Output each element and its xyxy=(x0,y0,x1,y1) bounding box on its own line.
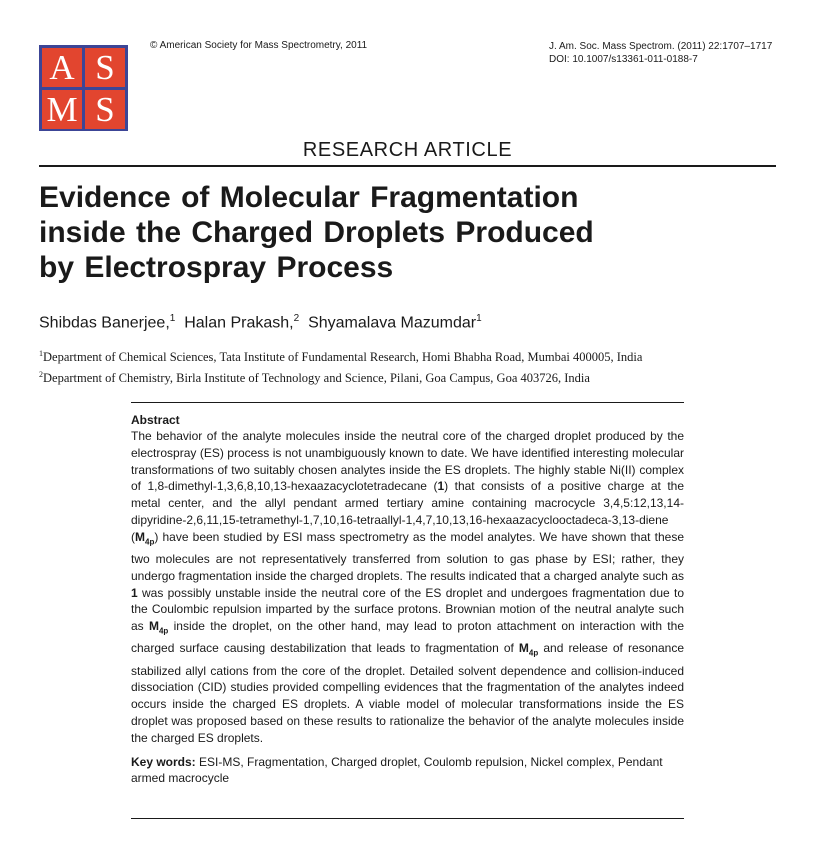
journal-info xyxy=(549,40,772,66)
affiliation-text: Department of Chemistry, Birla Institute of Technology and Science, Pilani, Goa Campus, Goa 403726, India xyxy=(43,371,590,386)
logo-letter: S xyxy=(85,90,125,129)
compound-label-letter: M xyxy=(148,619,159,634)
abstract-section xyxy=(131,412,684,787)
keywords-text: ESI-MS, Fragmentation, Charged droplet, Coulomb repulsion, Nickel complex, Pendant armed macrocycle xyxy=(131,754,663,786)
author-affiliation-mark: 1 xyxy=(476,313,482,324)
abstract-text: ) have been studied by ESI mass spectrometry as the model analytes. We have shown that these two molecules are not representatively transferred from solution to gas phase by ESI; rather, they undergo fragmentation inside the charged droplets. The results indicated that a charged analyte such as xyxy=(131,529,684,583)
keywords-label: Key words: xyxy=(131,754,196,769)
abstract-text: inside the droplet, on the other hand, may lead to proton attachment on interaction with the charged surface causing destabilization that leads to fragmentation of xyxy=(131,619,684,656)
abstract-bottom-rule xyxy=(131,818,684,819)
affiliation-mark: 2 xyxy=(39,370,43,380)
affiliation xyxy=(39,345,642,366)
compound-label-subscript: 4p xyxy=(145,537,155,547)
copyright-notice: © American Society for Mass Spectrometry, 2011 xyxy=(150,40,368,51)
logo-letter: A xyxy=(42,48,82,87)
compound-label xyxy=(148,619,169,636)
journal-citation: J. Am. Soc. Mass Spectrom. (2011) 22:1707–1717 xyxy=(549,41,773,52)
logo-letter: S xyxy=(85,48,125,87)
author-list xyxy=(39,313,482,332)
author-affiliation-mark: 2 xyxy=(293,313,300,324)
author-affiliation-mark: 1 xyxy=(169,313,176,324)
compound-label-letter: M xyxy=(518,641,529,656)
affiliations xyxy=(39,345,642,387)
compound-label: 1 xyxy=(437,479,445,494)
asms-logo xyxy=(39,45,128,131)
doi: DOI: 10.1007/s13361-011-0188-7 xyxy=(549,54,698,65)
title-line: by Electrospray Process xyxy=(39,251,394,284)
abstract-body xyxy=(131,428,684,747)
abstract-text: was possibly unstable inside the neutral core of the ES droplet and undergoes fragmentation due to the Coulombic repulsion imparted by the surface protons. Brownian motion of the neutral analyte such as xyxy=(131,585,684,634)
author-name: Halan Prakash, xyxy=(184,314,294,332)
affiliation xyxy=(39,366,642,387)
article-title xyxy=(39,180,779,285)
abstract-text: and release of resonance stabilized allyl cations from the core of the droplet. Detailed solvent dependence and collision-induced dissociation (CID) studies provided compelling evidences that the fragmentation of the analytes indeed occurs inside the charged ES droplets. A viable model of molecular transformations inside the ES droplet was proposed based on these results to rationalize the behavior of the analyte molecules inside the charged ES droplets. xyxy=(131,641,684,745)
abstract-text: The behavior of the analyte molecules inside the neutral core of the charged droplet produced by the electrospray (ES) process is not unambiguously known to date. We have identified interesting molecular transformations of two suitably chosen analytes inside the ES droplets. The highly stable Ni(II) complex of 1,8-dimethyl-1,3,6,8,10,13-hexaazacyclotetradecane ( xyxy=(131,429,684,494)
compound-label xyxy=(135,529,155,547)
compound-label xyxy=(518,641,539,658)
article-type: RESEARCH ARTICLE xyxy=(302,139,513,161)
abstract-top-rule xyxy=(131,402,684,403)
compound-label-subscript: 4p xyxy=(158,626,169,636)
keywords xyxy=(131,754,684,788)
logo-letter: M xyxy=(42,90,82,129)
title-line: Evidence of Molecular Fragmentation xyxy=(39,181,579,214)
compound-label: 1 xyxy=(131,585,138,600)
title-line: inside the Charged Droplets Produced xyxy=(39,216,594,249)
affiliation-text: Department of Chemical Sciences, Tata Institute of Fundamental Research, Homi Bhabha Road, Mumbai 400005, India xyxy=(43,350,643,365)
author-name: Shyamalava Mazumdar xyxy=(308,314,477,332)
affiliation-mark: 1 xyxy=(39,349,43,358)
author-name: Shibdas Banerjee, xyxy=(39,314,170,332)
abstract-heading: Abstract xyxy=(131,413,180,427)
abstract-text: ) that consists of a positive charge at the metal center, and the allyl pendant armed tertiary amine containing macrocycle 3,4,5:12,13,14-dipyridine-2,6,11,15-tetramethyl-1,7,10,16-tetraallyl-1,4,7,10,13,16-hexaazacyclooctadeca-3,13-diene ( xyxy=(131,479,684,544)
compound-label-subscript: 4p xyxy=(528,648,539,658)
header-divider xyxy=(39,165,776,167)
compound-label-letter: M xyxy=(135,529,145,544)
